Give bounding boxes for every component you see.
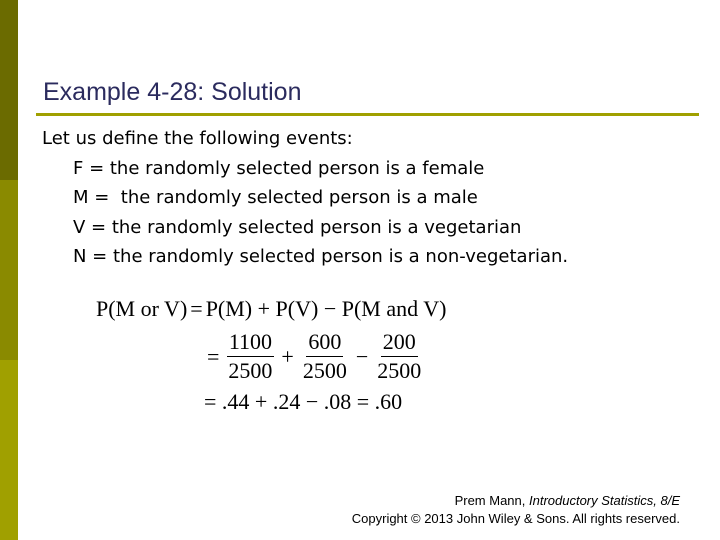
event-male: M = the randomly selected person is a male [73,187,478,208]
fraction-both [375,328,423,385]
event-non-vegetarian: N = the randomly selected person is a non-vegetarian. [73,246,569,267]
fraction-vegetarian-num: 600 [306,328,343,357]
footer-book: Introductory Statistics, 8/E [528,493,680,508]
side-bar-bottom [0,360,18,540]
footer-copyright: Copyright © 2013 John Wiley & Sons. All rights reserved. [351,511,680,526]
minus-sign: − [355,343,369,369]
slide-title: Example 4-28: Solution [43,78,302,106]
formula-row-1 [96,294,446,324]
formula-rhs: P(M) + P(V) − P(M and V) [205,296,447,321]
formula-result: = .44 + .24 − .08 = .60 [204,389,403,414]
title-underline [36,113,699,116]
side-bar-middle [0,180,18,360]
formula-row-2 [204,328,446,385]
slide-body [42,124,568,272]
fraction-vegetarian [301,328,349,385]
fraction-male-num: 1100 [227,328,274,357]
side-bar-top [0,0,18,180]
formula-equals: = [190,296,203,321]
fraction-both-den: 2500 [377,358,422,383]
footer-author: Prem Mann, [454,493,529,508]
fraction-male-den: 2500 [228,358,273,383]
footer-citation [352,492,680,528]
formula-equals-2: = [207,343,220,369]
intro-line: Let us define the following events: [42,128,353,149]
event-vegetarian: V = the randomly selected person is a vegetarian [73,216,522,238]
footer-book-line [352,492,680,510]
fraction-both-num: 200 [381,328,418,357]
fraction-male [226,328,274,385]
formula-row-3 [204,387,446,417]
fraction-vegetarian-den: 2500 [302,358,347,383]
plus-sign: + [281,343,294,369]
formula-block [96,294,446,417]
event-female: F = the randomly selected person is a female [73,157,485,179]
formula-lhs: P(M or V) [96,296,188,321]
